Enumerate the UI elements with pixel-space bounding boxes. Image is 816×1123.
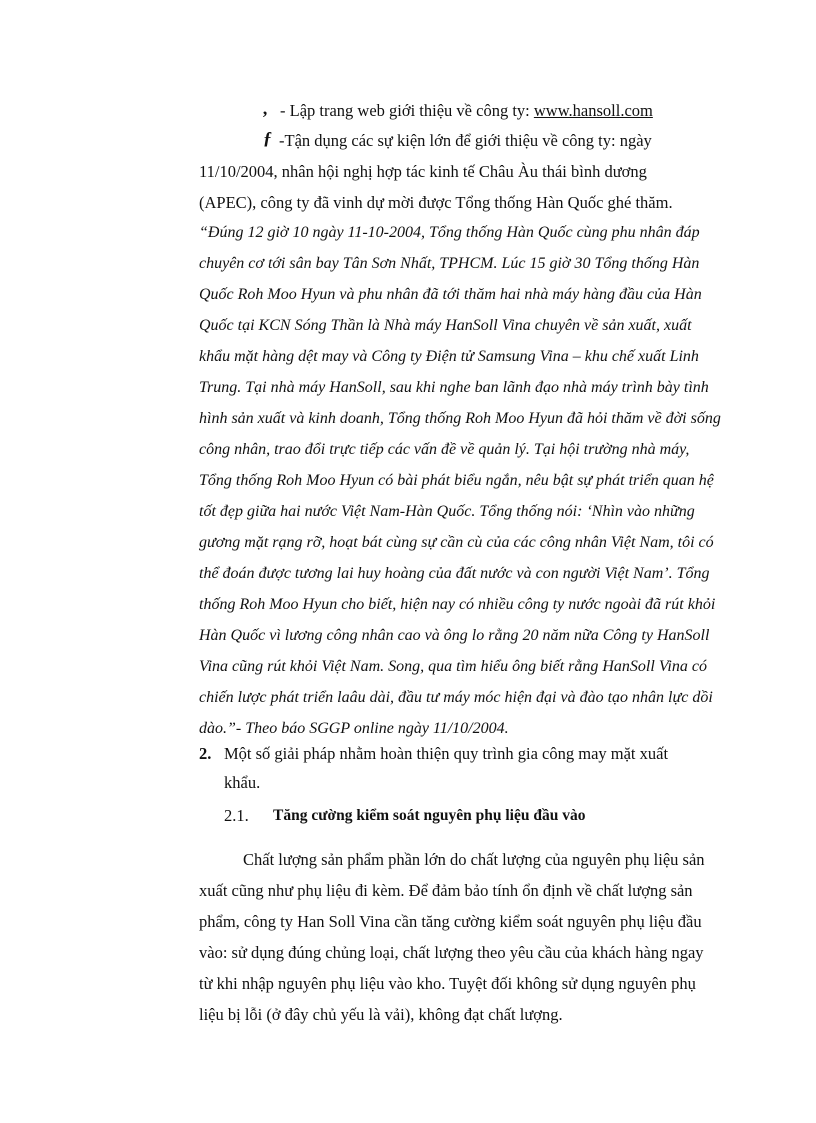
quote-line: hình sản xuất và kinh doanh, Tổng thống Roh Moo Hyun đã hỏi thăm về đời sống xyxy=(199,410,721,427)
section-2-title-line-2: khẩu. xyxy=(224,773,261,792)
quote-line: “Đúng 12 giờ 10 ngày 11-10-2004, Tổng thống Hàn Quốc cùng phu nhân đáp xyxy=(199,224,700,241)
quote-line: Vina cũng rút khỏi Việt Nam. Song, qua tìm hiểu ông biết rằng HanSoll Vina có xyxy=(199,658,707,675)
quote-line: chiến lược phát triển laâu dài, đầu tư máy móc hiện đại và đào tạo nhân lực dồi xyxy=(199,689,713,706)
body-line: từ khi nhập nguyên phụ liệu vào kho. Tuyệt đối không sử dụng nguyên phụ xyxy=(199,974,696,993)
bullet-mark-1: ‚ xyxy=(262,98,268,118)
body-line: Chất lượng sản phẩm phần lớn do chất lượng của nguyên phụ liệu sản xyxy=(243,850,705,869)
website-link[interactable]: www.hansoll.com xyxy=(533,101,653,120)
quote-line: Hàn Quốc vì lương công nhân cao và ông lo rằng 20 năm nữa Công ty HanSoll xyxy=(199,627,710,644)
quote-line: gương mặt rạng rỡ, hoạt bát cùng sự cần cù của các công nhân Việt Nam, tôi có xyxy=(199,534,714,551)
body-line: vào: sử dụng đúng chủng loại, chất lượng theo yêu cầu của khách hàng ngay xyxy=(199,943,704,962)
bullet-1-text: - Lập trang web giới thiệu về công ty: xyxy=(280,101,534,120)
bullet-2-line-2: 11/10/2004, nhân hội nghị hợp tác kinh tế Châu Àu thái bình dương xyxy=(199,162,647,181)
quote-line: Quốc tại KCN Sóng Thần là Nhà máy HanSoll Vina chuyên về sản xuất, xuất xyxy=(199,317,692,334)
bullet-1-line xyxy=(280,101,653,121)
bullet-mark-2: ƒ xyxy=(263,128,272,148)
quote-line: Trung. Tại nhà máy HanSoll, sau khi nghe ban lãnh đạo nhà máy trình bày tình xyxy=(199,379,709,396)
body-line: liệu bị lỗi (ở đây chủ yếu là vải), không đạt chất lượng. xyxy=(199,1005,563,1024)
section-2-title-line-1: Một số giải pháp nhằm hoàn thiện quy trình gia công may mặt xuất xyxy=(224,744,669,763)
quote-line: khẩu mặt hàng dệt may và Công ty Điện tử Samsung Vina – khu chế xuất Linh xyxy=(199,348,699,365)
bullet-2-line-3: (APEC), công ty đã vinh dự mời được Tổng thống Hàn Quốc ghé thăm. xyxy=(199,193,673,212)
quote-line: dào.”- Theo báo SGGP online ngày 11/10/2004. xyxy=(199,720,509,737)
quote-line: thể đoán được tương lai huy hoàng của đất nước và con người Việt Nam’. Tổng xyxy=(199,565,710,582)
quote-line: tốt đẹp giữa hai nước Việt Nam-Hàn Quốc. Tổng thống nói: ‘Nhìn vào những xyxy=(199,503,695,520)
section-2-1-number: 2.1. xyxy=(224,806,249,825)
body-line: phẩm, công ty Han Soll Vina cần tăng cường kiểm soát nguyên phụ liệu đầu xyxy=(199,912,702,931)
quote-line: thống Roh Moo Hyun cho biết, hiện nay có nhiều công ty nước ngoài đã rút khỏi xyxy=(199,596,716,613)
section-2-number: 2. xyxy=(199,744,212,763)
bullet-2-line-1: -Tận dụng các sự kiện lớn để giới thiệu về công ty: ngày xyxy=(279,131,652,150)
quote-line: công nhân, trao đổi trực tiếp các vấn đề về quản lý. Tại hội trường nhà máy, xyxy=(199,441,690,458)
quote-line: chuyên cơ tới sân bay Tân Sơn Nhất, TPHCM. Lúc 15 giờ 30 Tổng thống Hàn xyxy=(199,255,700,272)
quote-line: Quốc Roh Moo Hyun và phu nhân đã tới thăm hai nhà máy hàng đầu của Hàn xyxy=(199,286,702,303)
quote-line: Tổng thống Roh Moo Hyun có bài phát biểu ngắn, nêu bật sự phát triển quan hệ xyxy=(199,472,714,489)
section-2-1-title: Tăng cường kiểm soát nguyên phụ liệu đầu vào xyxy=(273,807,586,824)
body-line: xuất cũng như phụ liệu đi kèm. Để đảm bảo tính ổn định về chất lượng sản xyxy=(199,881,693,900)
